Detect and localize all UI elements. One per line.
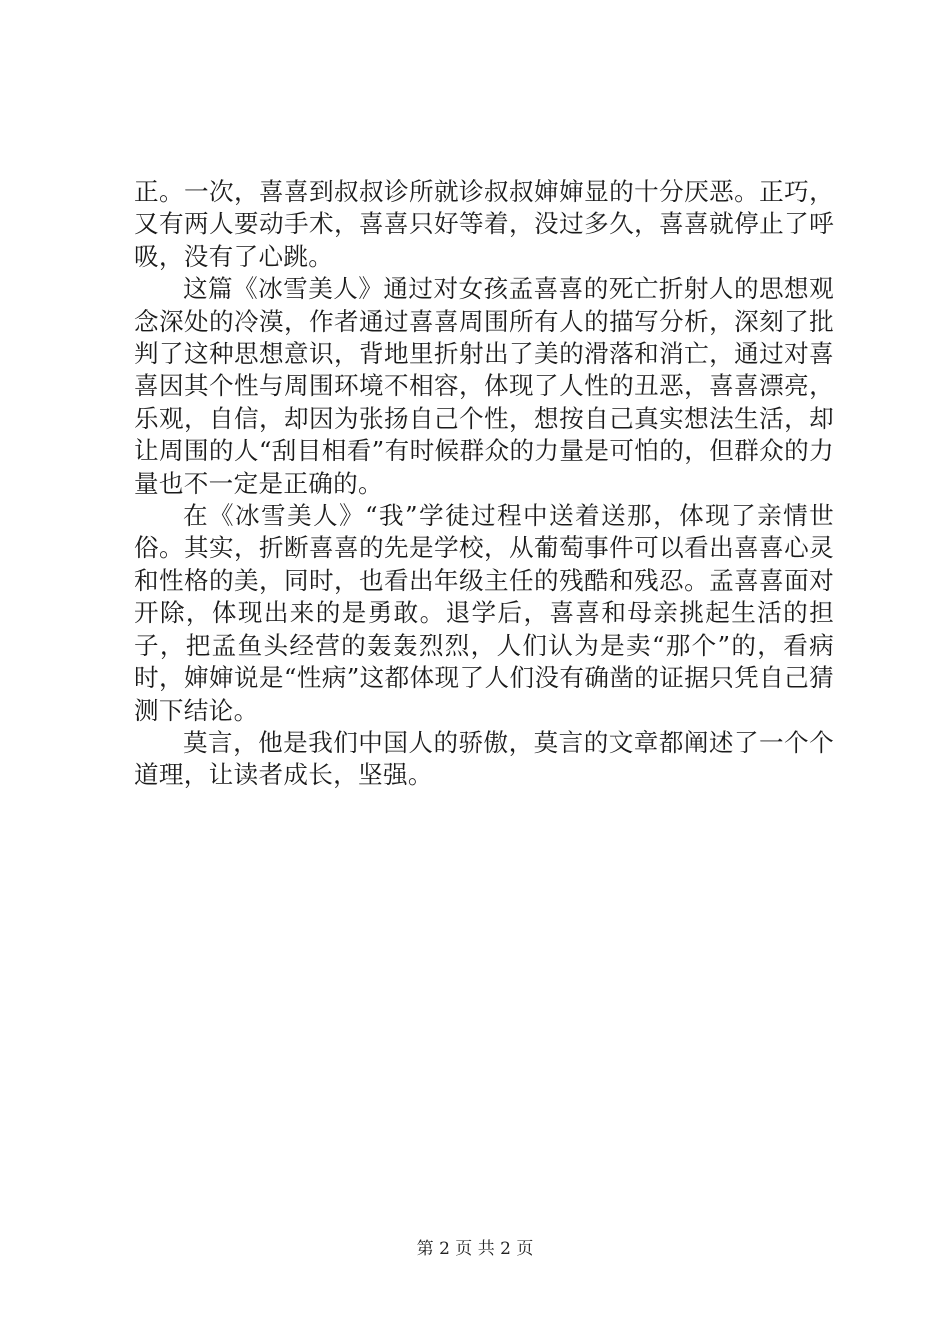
paragraph-conclusion: 莫言，他是我们中国人的骄傲，莫言的文章都阐述了一个个道理，让读者成长，坚强。: [134, 727, 834, 790]
page-number-footer: 第 2 页 共 2 页: [416, 1239, 534, 1259]
paragraph-story-details: 在《冰雪美人》“我”学徒过程中送着送那，体现了亲情世俗。其实，折断喜喜的先是学校，从葡萄事件可以看出喜喜心灵和性格的美，同时，也看出年级主任的残酷和残忍。孟喜喜面对开除，体现出来的是勇敢。退学后，喜喜和母亲挑起生活的担子，把孟鱼头经营的轰轰烈烈，人们认为是卖“那个”的，看病时，婶婶说是“性病”这都体现了人们没有确凿的证据只凭自己猜测下结论。: [134, 501, 834, 725]
paragraph-analysis: 这篇《冰雪美人》通过对女孩孟喜喜的死亡折射人的思想观念深处的冷漠，作者通过喜喜周围所有人的描写分析，深刻了批判了这种思想意识，背地里折射出了美的滑落和消亡，通过对喜喜因其个性与周围环境不相容，体现了人性的丑恶，喜喜漂亮，乐观，自信，却因为张扬自己个性，想按自己真实想法生活，却让周围的人“刮目相看”有时候群众的力量是可怕的，但群众的力量也不一定是正确的。: [134, 274, 834, 498]
document-body: [134, 176, 834, 792]
paragraph-continuation: 正。一次，喜喜到叔叔诊所就诊叔叔婶婶显的十分厌恶。正巧，又有两人要动手术，喜喜只好等着，没过多久，喜喜就停止了呼吸，没有了心跳。: [134, 177, 834, 271]
